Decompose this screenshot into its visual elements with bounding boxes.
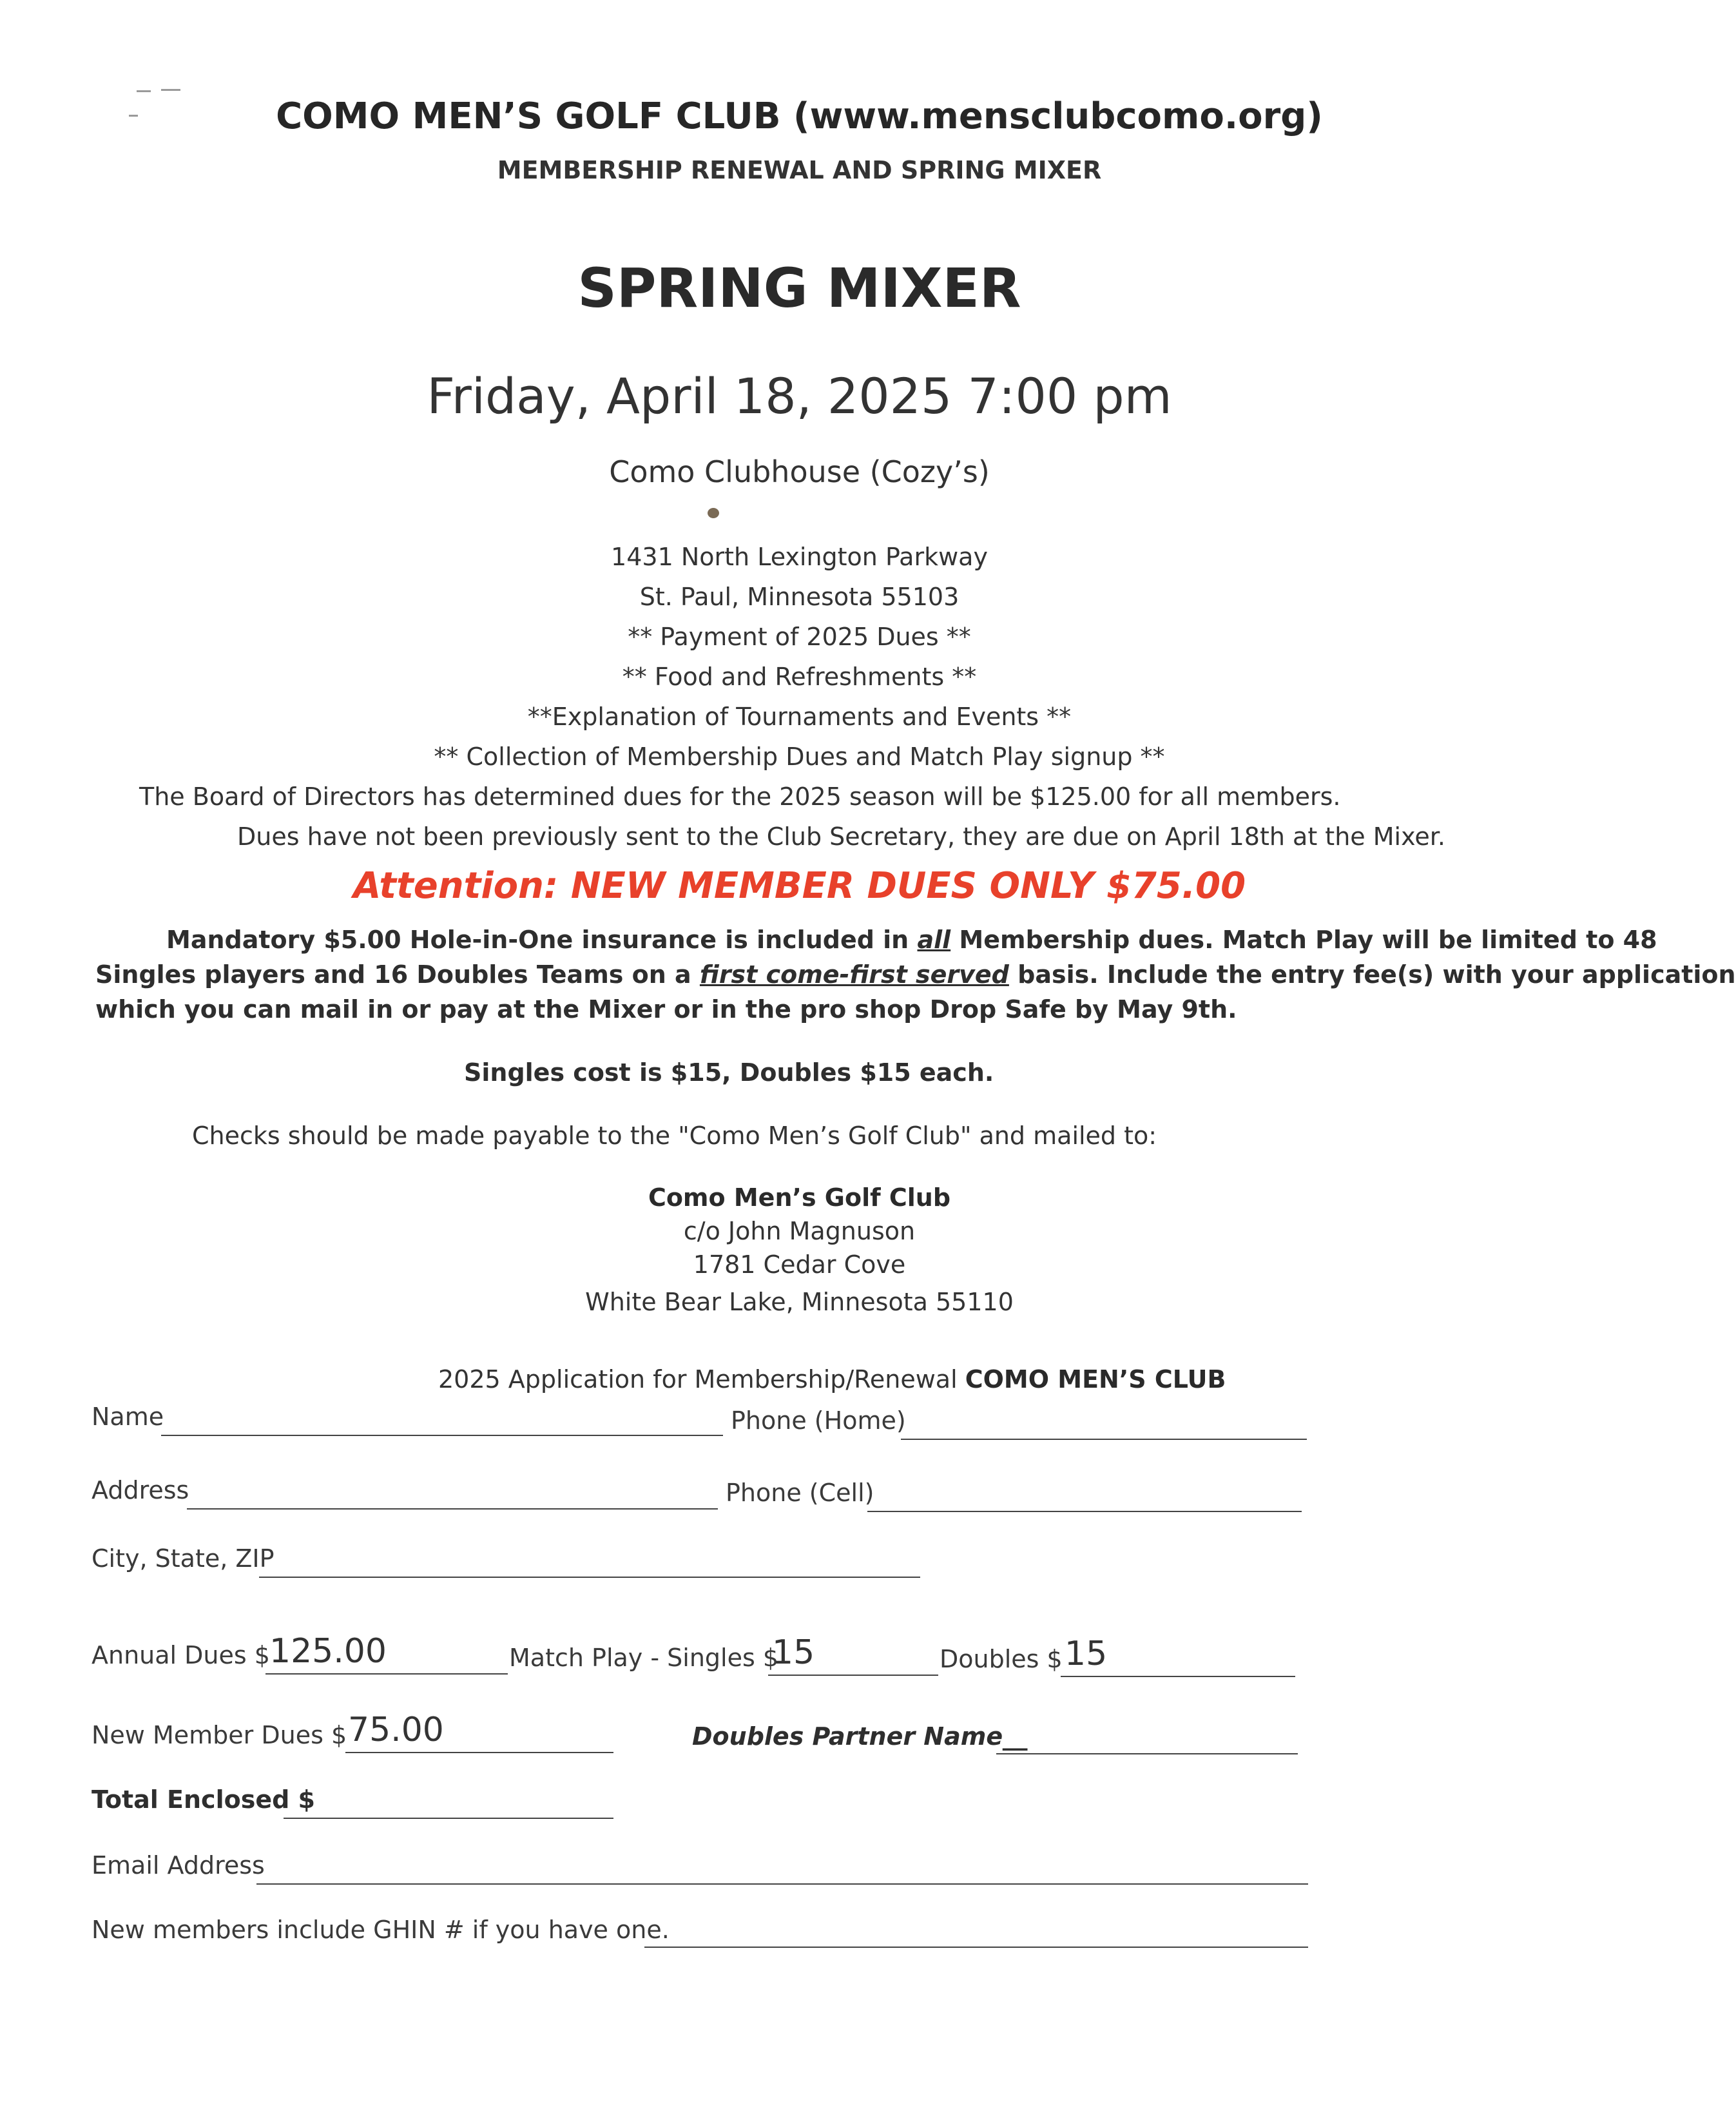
mailing-city: White Bear Lake, Minnesota 55110 bbox=[585, 1288, 1014, 1316]
ghin-field[interactable] bbox=[644, 1916, 1308, 1948]
singles-label: Match Play - Singles $ bbox=[509, 1644, 779, 1672]
doubles-partner-field[interactable] bbox=[996, 1722, 1298, 1754]
name-field[interactable] bbox=[161, 1404, 723, 1436]
form-heading: 2025 Application for Membership/Renewal COMO MEN’S CLUB bbox=[438, 1365, 1226, 1394]
singles-value: 15 bbox=[772, 1633, 815, 1672]
email-label: Email Address bbox=[92, 1851, 265, 1879]
phone-cell-label: Phone (Cell) bbox=[726, 1479, 874, 1507]
mandatory-line3: which you can mail in or pay at the Mixer or in the pro shop Drop Safe by May 9th. bbox=[95, 995, 1237, 1024]
mandatory-line1: Mandatory $5.00 Hole-in-One insurance is included in all Membership dues. Match Play will be limited to 48 bbox=[166, 926, 1657, 954]
event-city: St. Paul, Minnesota 55103 bbox=[639, 583, 960, 611]
new-member-dues-label: New Member Dues $ bbox=[92, 1721, 347, 1749]
event-item: ** Food and Refreshments ** bbox=[622, 663, 977, 691]
phone-home-field[interactable] bbox=[901, 1408, 1307, 1440]
annual-dues-value: 125.00 bbox=[269, 1632, 387, 1671]
scan-mark bbox=[161, 89, 180, 91]
address-field[interactable] bbox=[187, 1477, 718, 1510]
total-enclosed-field[interactable] bbox=[284, 1787, 613, 1819]
event-venue: Como Clubhouse (Cozy’s) bbox=[609, 454, 990, 489]
email-field[interactable] bbox=[256, 1852, 1308, 1885]
annual-dues-label: Annual Dues $ bbox=[92, 1641, 270, 1669]
club-subtitle: MEMBERSHIP RENEWAL AND SPRING MIXER bbox=[497, 156, 1102, 184]
club-title: COMO MEN’S GOLF CLUB (www.mensclubcomo.org) bbox=[276, 95, 1323, 137]
new-member-dues-value: 75.00 bbox=[348, 1711, 444, 1749]
phone-cell-field[interactable] bbox=[867, 1480, 1302, 1512]
dues-note-line1: The Board of Directors has determined dues for the 2025 season will be $125.00 for all members. bbox=[139, 782, 1341, 811]
doubles-partner-label: Doubles Partner Name__ bbox=[692, 1722, 1028, 1751]
phone-home-label: Phone (Home) bbox=[731, 1406, 906, 1435]
mailing-name: Como Men’s Golf Club bbox=[648, 1183, 951, 1212]
city-state-zip-label: City, State, ZIP bbox=[92, 1544, 275, 1573]
event-item: ** Collection of Membership Dues and Match Play signup ** bbox=[434, 743, 1165, 771]
address-label: Address bbox=[92, 1476, 189, 1504]
event-street: 1431 North Lexington Parkway bbox=[611, 543, 988, 571]
attention-banner: Attention: NEW MEMBER DUES ONLY $75.00 bbox=[352, 865, 1246, 907]
doubles-value: 15 bbox=[1065, 1635, 1108, 1673]
bullet-dot bbox=[708, 508, 719, 518]
mailing-street: 1781 Cedar Cove bbox=[693, 1250, 906, 1279]
match-play-cost: Singles cost is $15, Doubles $15 each. bbox=[464, 1058, 994, 1087]
mandatory-line2: Singles players and 16 Doubles Teams on a first come-first served basis. Include the entry fee(s) with your application bbox=[95, 960, 1736, 989]
event-item: ** Payment of 2025 Dues ** bbox=[628, 623, 971, 651]
event-item: **Explanation of Tournaments and Events ** bbox=[527, 703, 1072, 731]
total-enclosed-label: Total Enclosed $ bbox=[92, 1785, 315, 1814]
ghin-label: New members include GHIN # if you have one. bbox=[92, 1916, 670, 1944]
event-name: SPRING MIXER bbox=[577, 257, 1021, 320]
scan-mark bbox=[137, 90, 151, 92]
city-state-zip-field[interactable] bbox=[259, 1546, 920, 1578]
checks-instruction: Checks should be made payable to the "Como Men’s Golf Club" and mailed to: bbox=[192, 1122, 1157, 1150]
mailing-co: c/o John Magnuson bbox=[683, 1217, 916, 1245]
doubles-label: Doubles $ bbox=[940, 1645, 1063, 1673]
name-label: Name bbox=[92, 1403, 164, 1431]
event-datetime: Friday, April 18, 2025 7:00 pm bbox=[427, 367, 1172, 425]
dues-note-line2: Dues have not been previously sent to the Club Secretary, they are due on April 18th at the Mixer. bbox=[237, 822, 1446, 851]
